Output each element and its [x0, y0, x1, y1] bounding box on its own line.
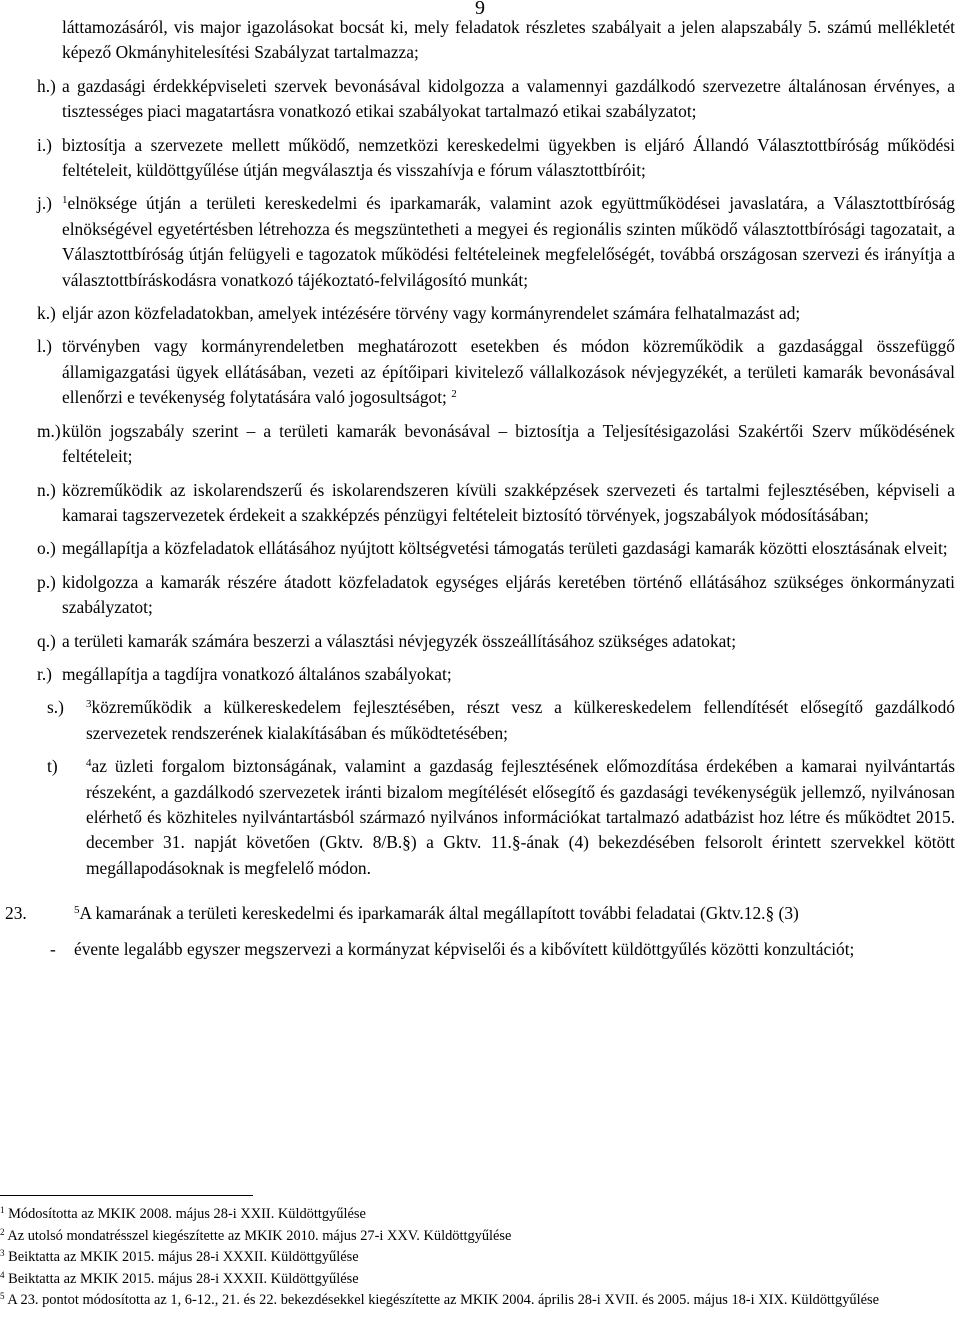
- list-marker: j.): [37, 193, 52, 214]
- list-item-text: a gazdasági érdekképviseleti szervek bevonásával kidolgozza a valamennyi gazdálkodó szervezetre általánosan érvényes, a tisztességes piaci magatartásra vonatkozó etikai szabályokat tartalmazó etikai szabályzatot;: [62, 75, 955, 122]
- list-item-text: megállapítja a tagdíjra vonatkozó általános szabályokat;: [62, 663, 452, 684]
- list-item-text: eljár azon közfeladatokban, amelyek intézésére törvény vagy kormányrendelet számára felhatalmazást ad;: [62, 303, 801, 324]
- footnote-ref: 5: [74, 904, 80, 917]
- dash-item-text: évente legalább egyszer megszervezi a kormányzat képviselői és a kibővített küldöttgyűlés közötti konzultációt;: [74, 938, 855, 959]
- list-item-n: [0, 478, 960, 529]
- list-item-p: [0, 570, 960, 621]
- list-item-text: a területi kamarák számára beszerzi a választási névjegyzék összeállításához szükséges adatokat;: [62, 630, 737, 651]
- footnote-1: [0, 1204, 950, 1226]
- list-marker: k.): [37, 303, 56, 324]
- list-item-h: [0, 74, 960, 125]
- list-item-text: törvényben vagy kormányrendeletben meghatározott esetekben és módon közreműködik a gazdasággal összefüggő államigazgatási ügyek ellátásában, vezeti az építőipari kivitelező vállalkozások névjegyzékét, a területi kamarák bevonásával ellenőrzi e tevékenység folytatására való jogosultságot;: [62, 336, 955, 408]
- footnote-text: Az utolsó mondatrésszel kiegészítette az MKIK 2010. május 27-i XXV. Küldöttgyűlése: [7, 1227, 512, 1244]
- footnote-text: Módosította az MKIK 2008. május 28-i XXII. Küldöttgyűlése: [8, 1206, 366, 1222]
- intro-paragraph: [0, 15, 960, 66]
- list-marker: o.): [37, 538, 56, 559]
- footnote-number: 2: [0, 1226, 5, 1237]
- footnotes: [0, 1204, 950, 1312]
- dash-item: [0, 937, 960, 962]
- list-item-s: [0, 695, 960, 746]
- list-marker: m.): [37, 420, 61, 441]
- list-marker: l.): [37, 336, 52, 357]
- footnote-text: Beiktatta az MKIK 2015. május 28-i XXXII. Küldöttgyűlése: [8, 1249, 359, 1265]
- list-item-text: elnöksége útján a területi kereskedelmi és iparkamarák, valamint azok együttműködései javaslatára, a Választottbíróság elnökségével egyetértésben létrehozza és megszüntetheti a megyei és regionális szinten működő választottbírósági tagozatait, a Választottbíróság útján felügyeli e tagozatok működési feltételeinek megfelelőségét, továbbá országosan szervezi és irányítja a választottbíráskodásra vonatkozó tájékoztató-felvilágosító munkát;: [62, 193, 955, 290]
- list-marker: n.): [37, 479, 56, 500]
- footnote-ref: 4: [86, 757, 92, 770]
- footnote-ref: 2: [451, 388, 457, 401]
- list-item-text: kidolgozza a kamarák részére átadott közfeladatok egységes eljárás keretében történő ellátásához szükséges önkormányzati szabályzatot;: [62, 571, 955, 618]
- footnote-5: [0, 1290, 950, 1312]
- footnote-text: Beiktatta az MKIK 2015. május 28-i XXXII. Küldöttgyűlése: [8, 1270, 359, 1287]
- list-item-l: [0, 334, 960, 410]
- list-marker: i.): [37, 134, 52, 155]
- list-item-j: [0, 191, 960, 293]
- list-item-t: [0, 754, 960, 881]
- list-item-r: [0, 662, 960, 687]
- footnote-2: [0, 1226, 950, 1248]
- footnote-separator: [0, 1195, 253, 1196]
- list-item-q: [0, 629, 960, 654]
- list-item-m: [0, 419, 960, 470]
- footnote-ref: 3: [86, 698, 92, 711]
- list-item-text: az üzleti forgalom biztonságának, valamint a gazdaság fejlesztésének előmozdítása érdekében a kamarai nyilvántartás részeként, a gazdálkodó szervezetek iránti bizalom megítélését elősegítő és gazdasági tevékenységük jellemző, nyilvánosan elérhető és közhiteles nyilvántartásból származó nyilvános információkat tartalmazó adatbázist hoz létre és működtet 2015. december 31. napját követően (Gktv. 8/B.§) a Gktv. 11.§-ának (4) bekezdésében felsorolt érintett szervekkel kötött megállapodásoknak is megfelelő módon.: [86, 756, 955, 878]
- list-marker: t): [47, 756, 58, 777]
- section-23: [0, 901, 960, 926]
- footnote-number: 3: [0, 1248, 5, 1258]
- footnote-3: [0, 1247, 950, 1269]
- section-number: 23.: [5, 903, 27, 924]
- list-item-text: közreműködik a külkereskedelem fejlesztésében, részt vesz a külkereskedelem fellendítését elősegítő gazdálkodó szervezetek rendszerének kialakításában és működtetésében;: [86, 697, 955, 743]
- footnote-number: 1: [0, 1205, 5, 1215]
- list-marker: q.): [37, 630, 56, 651]
- list-item-text: biztosítja a szervezete mellett működő, nemzetközi kereskedelmi ügyekben is eljáró Állandó Választottbíróság működési feltételeit, küldöttgyűlése útján megválasztja és visszahívja e fórum választottbíróit;: [62, 134, 955, 181]
- list-marker: s.): [47, 697, 64, 718]
- intro-text: láttamozásáról, vis major igazolásokat bocsát ki, mely feladatok részletes szabályait a jelen alapszabály 5. számú mellékletét képező Okmányhitelesítési Szabályzat tartalmazza;: [62, 17, 955, 63]
- footnote-text: A 23. pontot módosította az 1, 6-12., 21. és 22. bekezdésekkel kiegészítette az MKIK 2004. április 28-i XVII. és 2005. május 18-i XIX. Küldöttgyűlése: [7, 1292, 879, 1308]
- list-item-text: közreműködik az iskolarendszerű és iskolarendszeren kívüli szakképzések szervezeti és tartalmi fejlesztésében, képviseli a kamarai tagszervezetek érdekeit a szakképzés pénzügyi feltételeit biztosító törvények, jogszabályok módosításában;: [62, 479, 955, 525]
- list-marker: p.): [37, 571, 56, 592]
- document-body: [0, 15, 960, 962]
- list-item-text: megállapítja a közfeladatok ellátásához nyújtott költségvetési támogatás területi gazdasági kamarák közötti elosztásának elveit;: [62, 538, 948, 559]
- section-heading: A kamarának a területi kereskedelmi és iparkamarák által megállapított további feladatai (Gktv.12.§ (3): [79, 903, 799, 924]
- dash-marker: -: [50, 938, 56, 959]
- list-item-i: [0, 133, 960, 184]
- footnote-number: 4: [0, 1269, 5, 1280]
- list-item-k: [0, 301, 960, 326]
- footnote-4: [0, 1269, 950, 1291]
- footnote-ref: 1: [62, 194, 68, 207]
- list-marker: h.): [37, 75, 56, 96]
- list-item-o: [0, 536, 960, 561]
- footnote-number: 5: [0, 1291, 5, 1301]
- page-number: 9: [475, 0, 485, 19]
- list-marker: r.): [37, 663, 52, 684]
- list-item-text: külön jogszabály szerint – a területi kamarák bevonásával – biztosítja a Teljesítésigazolási Szakértői Szerv működésének feltételeit;: [62, 420, 955, 467]
